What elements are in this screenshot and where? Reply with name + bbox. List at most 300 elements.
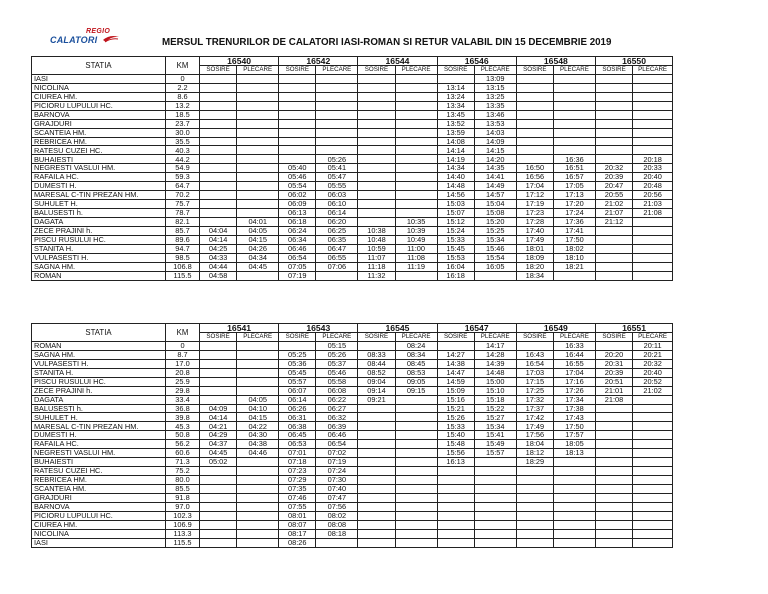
departure-time: 04:22	[237, 422, 279, 431]
departure-time	[395, 83, 437, 92]
arrival-time: 17:25	[516, 386, 553, 395]
arrival-time	[358, 182, 395, 191]
arrival-time	[516, 538, 553, 547]
arrival-time	[200, 128, 237, 137]
km-header: KM	[166, 57, 200, 75]
arrival-time	[358, 511, 395, 520]
arrival-time	[595, 502, 632, 511]
arrival-time	[200, 467, 237, 476]
arrival-time	[200, 74, 237, 83]
departure-time: 08:53	[395, 368, 437, 377]
departure-time: 05:41	[316, 164, 358, 173]
departure-time	[633, 74, 673, 83]
departure-time: 18:21	[553, 262, 595, 271]
departure-time	[316, 119, 358, 128]
arrival-time: 16:54	[516, 359, 553, 368]
arrival-time	[595, 226, 632, 235]
departure-time: 13:35	[474, 101, 516, 110]
km-value: 8.6	[166, 92, 200, 101]
arrival-time: 11:07	[358, 253, 395, 262]
departure-time: 17:05	[553, 182, 595, 191]
arrival-time	[200, 101, 237, 110]
departure-time: 15:54	[474, 253, 516, 262]
departure-time	[395, 92, 437, 101]
departure-time: 05:46	[316, 368, 358, 377]
km-value: 35.5	[166, 137, 200, 146]
arrival-time: 05:25	[279, 350, 316, 359]
table-row	[32, 520, 673, 529]
departure-time: 06:39	[316, 422, 358, 431]
arrival-time: 04:45	[200, 449, 237, 458]
departure-time	[395, 538, 437, 547]
arrival-time	[358, 476, 395, 485]
arrival-time: 13:52	[437, 119, 474, 128]
arrival-header: SOSIRE	[437, 66, 474, 75]
arrival-time: 07:05	[279, 262, 316, 271]
departure-time	[553, 83, 595, 92]
departure-time	[474, 476, 516, 485]
km-value: 40.3	[166, 146, 200, 155]
departure-time: 04:38	[237, 440, 279, 449]
arrival-time: 05:36	[279, 359, 316, 368]
departure-time: 05:26	[316, 350, 358, 359]
arrival-time	[595, 119, 632, 128]
departure-time: 07:30	[316, 476, 358, 485]
departure-time: 07:06	[316, 262, 358, 271]
arrival-time	[516, 520, 553, 529]
departure-time: 15:22	[474, 404, 516, 413]
departure-time	[395, 137, 437, 146]
departure-time: 06:08	[316, 386, 358, 395]
station-name: CIUREA HM.	[32, 520, 166, 529]
train-number: 16548	[516, 57, 595, 66]
station-name: RATESU CUZEI HC.	[32, 146, 166, 155]
departure-time: 06:22	[316, 395, 358, 404]
arrival-time: 05:46	[279, 173, 316, 182]
arrival-time: 04:09	[200, 404, 237, 413]
table-row	[32, 137, 673, 146]
departure-time	[395, 146, 437, 155]
departure-time: 14:39	[474, 359, 516, 368]
arrival-time: 16:56	[516, 173, 553, 182]
table-row	[32, 458, 673, 467]
departure-header: PLECARE	[316, 66, 358, 75]
station-name: PISCU RUSULUI HC.	[32, 235, 166, 244]
logo-swoosh-icon	[102, 34, 120, 44]
departure-time: 05:37	[316, 359, 358, 368]
km-value: 75.2	[166, 467, 200, 476]
table-row	[32, 493, 673, 502]
departure-time: 14:20	[474, 155, 516, 164]
arrival-time: 18:09	[516, 253, 553, 262]
arrival-time: 21:02	[595, 200, 632, 209]
km-value: 85.7	[166, 226, 200, 235]
departure-time: 14:57	[474, 191, 516, 200]
departure-time: 15:34	[474, 422, 516, 431]
departure-time	[395, 200, 437, 209]
station-name: SUHULET H.	[32, 200, 166, 209]
departure-time	[395, 476, 437, 485]
km-value: 113.3	[166, 529, 200, 538]
departure-time: 11:08	[395, 253, 437, 262]
arrival-time	[595, 449, 632, 458]
departure-time: 04:26	[237, 244, 279, 253]
departure-time	[237, 538, 279, 547]
arrival-time	[358, 404, 395, 413]
departure-time: 15:20	[474, 217, 516, 226]
departure-header: PLECARE	[474, 333, 516, 342]
departure-time: 20:11	[633, 341, 673, 350]
departure-time	[474, 511, 516, 520]
arrival-header: SOSIRE	[358, 333, 395, 342]
departure-time: 06:47	[316, 244, 358, 253]
km-value: 78.7	[166, 209, 200, 218]
arrival-time: 17:03	[516, 368, 553, 377]
table-row	[32, 529, 673, 538]
station-name: DAGATA	[32, 395, 166, 404]
station-name: GRAJDURI	[32, 493, 166, 502]
arrival-header: SOSIRE	[279, 333, 316, 342]
departure-time: 06:27	[316, 404, 358, 413]
km-value: 59.3	[166, 173, 200, 182]
departure-time: 15:04	[474, 200, 516, 209]
km-value: 115.5	[166, 271, 200, 280]
arrival-time: 15:33	[437, 235, 474, 244]
departure-time	[395, 395, 437, 404]
table-row	[32, 538, 673, 547]
arrival-time	[200, 350, 237, 359]
km-value: 17.0	[166, 359, 200, 368]
departure-time	[237, 377, 279, 386]
arrival-header: SOSIRE	[279, 66, 316, 75]
departure-time: 08:08	[316, 520, 358, 529]
arrival-time	[358, 200, 395, 209]
departure-time: 21:02	[633, 386, 673, 395]
table-row	[32, 226, 673, 235]
station-name: ZECE PRAJINI h.	[32, 226, 166, 235]
arrival-time: 04:21	[200, 422, 237, 431]
arrival-time: 17:56	[516, 431, 553, 440]
departure-time	[316, 92, 358, 101]
arrival-time	[437, 476, 474, 485]
departure-time	[633, 101, 673, 110]
arrival-time: 13:59	[437, 128, 474, 137]
departure-time	[553, 493, 595, 502]
departure-time	[553, 529, 595, 538]
table-row	[32, 128, 673, 137]
departure-time: 06:25	[316, 226, 358, 235]
arrival-time: 04:33	[200, 253, 237, 262]
departure-time: 18:05	[553, 440, 595, 449]
arrival-time: 08:33	[358, 350, 395, 359]
arrival-time	[595, 493, 632, 502]
arrival-time	[516, 146, 553, 155]
table-row	[32, 440, 673, 449]
departure-time: 16:55	[553, 359, 595, 368]
table-row	[32, 377, 673, 386]
arrival-time	[358, 110, 395, 119]
departure-time: 18:13	[553, 449, 595, 458]
arrival-time: 21:07	[595, 209, 632, 218]
departure-header: PLECARE	[237, 333, 279, 342]
departure-time: 20:40	[633, 173, 673, 182]
km-value: 91.8	[166, 493, 200, 502]
station-name: BUHAIESTI	[32, 155, 166, 164]
arrival-time: 05:57	[279, 377, 316, 386]
station-name: STANITA H.	[32, 368, 166, 377]
table-row	[32, 217, 673, 226]
arrival-time: 07:55	[279, 502, 316, 511]
arrival-time: 15:24	[437, 226, 474, 235]
departure-time: 13:09	[474, 74, 516, 83]
arrival-time: 07:23	[279, 467, 316, 476]
arrival-time	[595, 538, 632, 547]
arrival-time	[358, 413, 395, 422]
km-value: 106.9	[166, 520, 200, 529]
arrival-time: 15:48	[437, 440, 474, 449]
arrival-time: 20:39	[595, 368, 632, 377]
arrival-time	[358, 74, 395, 83]
station-name: RATESU CUZEI HC.	[32, 467, 166, 476]
arrival-time	[595, 467, 632, 476]
arrival-time	[200, 137, 237, 146]
arrival-time	[358, 128, 395, 137]
departure-time	[395, 155, 437, 164]
timetable-iasi-roman	[31, 56, 673, 281]
departure-time	[633, 458, 673, 467]
arrival-time	[595, 458, 632, 467]
departure-time: 06:03	[316, 191, 358, 200]
departure-time	[395, 173, 437, 182]
departure-time: 17:13	[553, 191, 595, 200]
arrival-time: 07:29	[279, 476, 316, 485]
arrival-time	[595, 137, 632, 146]
departure-time: 17:36	[553, 217, 595, 226]
departure-time	[395, 119, 437, 128]
station-name: RAFAILA HC.	[32, 440, 166, 449]
departure-time	[237, 476, 279, 485]
arrival-header: SOSIRE	[516, 66, 553, 75]
departure-time: 05:47	[316, 173, 358, 182]
table-row	[32, 359, 673, 368]
table-row	[32, 155, 673, 164]
departure-time: 15:27	[474, 413, 516, 422]
departure-time: 04:46	[237, 449, 279, 458]
departure-time	[553, 101, 595, 110]
departure-time: 06:32	[316, 413, 358, 422]
departure-time	[237, 200, 279, 209]
table-row	[32, 341, 673, 350]
station-name: BARNOVA	[32, 110, 166, 119]
departure-header: PLECARE	[395, 333, 437, 342]
departure-time	[237, 341, 279, 350]
arrival-time	[595, 511, 632, 520]
departure-time	[633, 476, 673, 485]
station-name: REBRICEA HM.	[32, 476, 166, 485]
arrival-time	[358, 484, 395, 493]
departure-time: 15:41	[474, 431, 516, 440]
arrival-time: 08:07	[279, 520, 316, 529]
arrival-time	[358, 164, 395, 173]
station-name: NEGRESTI VASLUI HM.	[32, 164, 166, 173]
arrival-time	[595, 74, 632, 83]
station-name: PICIORU LUPULUI HC.	[32, 511, 166, 520]
arrival-time	[595, 83, 632, 92]
table-row	[32, 271, 673, 280]
arrival-time: 13:34	[437, 101, 474, 110]
departure-time	[237, 119, 279, 128]
departure-time	[237, 209, 279, 218]
arrival-time	[279, 155, 316, 164]
departure-time: 21:08	[633, 209, 673, 218]
km-value: 45.3	[166, 422, 200, 431]
table-row	[32, 476, 673, 485]
arrival-time: 13:24	[437, 92, 474, 101]
table-row	[32, 191, 673, 200]
departure-time: 15:10	[474, 386, 516, 395]
departure-time	[474, 529, 516, 538]
arrival-time	[595, 101, 632, 110]
arrival-time	[358, 449, 395, 458]
departure-time: 08:02	[316, 511, 358, 520]
arrival-time: 15:26	[437, 413, 474, 422]
departure-time	[237, 520, 279, 529]
departure-time	[633, 137, 673, 146]
arrival-time: 04:58	[200, 271, 237, 280]
arrival-time	[516, 529, 553, 538]
arrival-time: 04:14	[200, 235, 237, 244]
arrival-time: 16:18	[437, 271, 474, 280]
table-row	[32, 262, 673, 271]
station-name: CIUREA HM.	[32, 92, 166, 101]
departure-time: 06:20	[316, 217, 358, 226]
km-value: 115.5	[166, 538, 200, 547]
departure-time	[237, 128, 279, 137]
station-header: STATIA	[32, 324, 166, 342]
departure-time: 20:48	[633, 182, 673, 191]
departure-time: 20:52	[633, 377, 673, 386]
arrival-time: 17:49	[516, 235, 553, 244]
arrival-time	[437, 467, 474, 476]
departure-time	[237, 191, 279, 200]
departure-time	[316, 128, 358, 137]
table-row	[32, 173, 673, 182]
table-row	[32, 431, 673, 440]
departure-time: 17:34	[553, 395, 595, 404]
station-name: ROMAN	[32, 271, 166, 280]
arrival-time	[516, 137, 553, 146]
departure-time: 04:30	[237, 431, 279, 440]
km-value: 70.2	[166, 191, 200, 200]
arrival-time	[595, 520, 632, 529]
departure-time: 07:24	[316, 467, 358, 476]
train-number: 16546	[437, 57, 516, 66]
arrival-time	[358, 493, 395, 502]
departure-time: 10:49	[395, 235, 437, 244]
departure-time	[316, 101, 358, 110]
arrival-time	[358, 341, 395, 350]
departure-time	[395, 101, 437, 110]
arrival-time: 04:44	[200, 262, 237, 271]
arrival-time: 07:18	[279, 458, 316, 467]
departure-time: 15:18	[474, 395, 516, 404]
arrival-time	[516, 110, 553, 119]
departure-time	[395, 164, 437, 173]
arrival-time: 18:01	[516, 244, 553, 253]
departure-time: 17:41	[553, 226, 595, 235]
departure-time	[316, 110, 358, 119]
arrival-time	[200, 493, 237, 502]
arrival-time	[358, 520, 395, 529]
departure-time: 14:09	[474, 137, 516, 146]
arrival-time: 09:21	[358, 395, 395, 404]
table-row	[32, 182, 673, 191]
departure-time	[553, 538, 595, 547]
arrival-time: 20:31	[595, 359, 632, 368]
departure-header: PLECARE	[395, 66, 437, 75]
station-name: DUMESTI H.	[32, 182, 166, 191]
departure-time	[395, 422, 437, 431]
departure-time: 09:05	[395, 377, 437, 386]
arrival-time	[200, 173, 237, 182]
arrival-time	[200, 209, 237, 218]
arrival-time	[200, 92, 237, 101]
km-value: 80.0	[166, 476, 200, 485]
arrival-time: 21:08	[595, 395, 632, 404]
km-value: 106.8	[166, 262, 200, 271]
departure-time: 20:21	[633, 350, 673, 359]
departure-time	[474, 467, 516, 476]
km-value: 50.8	[166, 431, 200, 440]
train-number: 16550	[595, 57, 672, 66]
departure-time	[395, 511, 437, 520]
train-number: 16542	[279, 57, 358, 66]
km-value: 94.7	[166, 244, 200, 253]
table-row	[32, 502, 673, 511]
departure-time: 15:46	[474, 244, 516, 253]
station-name: VULPASESTI H.	[32, 359, 166, 368]
departure-time: 08:18	[316, 529, 358, 538]
station-name: RAFAILA HC.	[32, 173, 166, 182]
arrival-time: 06:38	[279, 422, 316, 431]
arrival-time	[595, 253, 632, 262]
table-row	[32, 101, 673, 110]
arrival-time: 18:20	[516, 262, 553, 271]
departure-time	[237, 458, 279, 467]
arrival-time	[358, 101, 395, 110]
departure-time: 04:45	[237, 262, 279, 271]
arrival-time	[437, 520, 474, 529]
arrival-time	[595, 128, 632, 137]
arrival-time	[437, 74, 474, 83]
arrival-time	[279, 146, 316, 155]
departure-time: 16:36	[553, 155, 595, 164]
departure-time: 15:49	[474, 440, 516, 449]
departure-time: 06:54	[316, 440, 358, 449]
departure-time: 07:19	[316, 458, 358, 467]
arrival-time: 06:53	[279, 440, 316, 449]
departure-time: 15:34	[474, 235, 516, 244]
arrival-time: 20:47	[595, 182, 632, 191]
arrival-time: 16:50	[516, 164, 553, 173]
arrival-time: 14:27	[437, 350, 474, 359]
table-row	[32, 368, 673, 377]
departure-time	[395, 413, 437, 422]
station-name: ROMAN	[32, 341, 166, 350]
station-name: VULPASESTI H.	[32, 253, 166, 262]
arrival-time: 07:46	[279, 493, 316, 502]
departure-time	[633, 128, 673, 137]
